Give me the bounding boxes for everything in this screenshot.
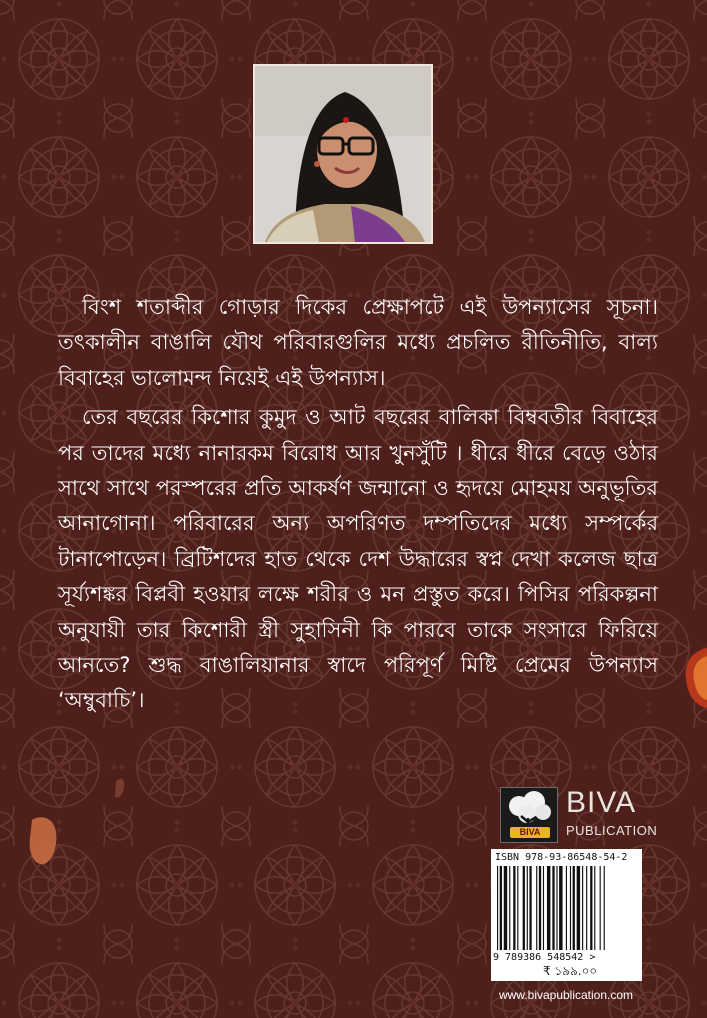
publisher-logo-badge: BIVA [510, 827, 550, 838]
isbn-number: ISBN 978-93-86548-54-2 [495, 852, 628, 863]
price-label: ₹ ১৯৯.০০ [543, 964, 598, 978]
blurb-paragraph-1: বিংশ শতাব্দীর গোড়ার দিকের প্রেক্ষাপটে এই উপন্যাসের সূচনা। তৎকালীন বাঙালি যৌথ পরিবারগুলির মধ্যে প্রচলিত রীতিনীতি, বাল্য বিবাহের ভালোমন্দ নিয়েই এই উপন্যাস। [58, 295, 658, 390]
publisher-name: BIVA [566, 786, 637, 819]
back-cover-blurb [58, 290, 658, 719]
barcode-icon [495, 866, 638, 952]
blurb-paragraph-2: তের বছরের কিশোর কুমুদ ও আট বছরের বালিকা বিম্ববতীর বিবাহের পর তাদের মধ্যে নানারকম বিরোধ আর খুনসুঁটি । ধীরে ধীরে বেড়ে ওঠার সাথে সাথে পরস্পরের প্রতি আকর্ষণ জন্মানো ও হৃদয়ে মোহময় অনুভূতির আনাগোনা। পরিবারের অন্য অপরিণত দম্পতিদের মধ্যে সম্পর্কের টানাপোড়েন। ব্রিটিশদের হাত থেকে দেশ উদ্ধারের স্বপ্ন দেখা কলেজ ছাত্র সূর্য্যশঙ্কর বিপ্লবী হওয়ার লক্ষে শরীর ও মন প্রস্তুত করে। পিসির পরিকল্পনা অনুযায়ী তার কিশোরী স্ত্রী সুহাসিনী কি পারবে তাকে সংসারে ফিরিয়ে আনতে? শুদ্ধ বাঙালিয়ানার স্বাদে পরিপূর্ণ মিষ্টি প্রেমের উপন্যাস ‘অম্বুবাচি’। [58, 405, 658, 713]
publisher-website-link[interactable]: www.bivapublication.com [498, 988, 634, 1002]
isbn-barcode-label [491, 849, 642, 981]
author-photo [253, 64, 433, 244]
publisher-logo [500, 786, 658, 843]
publisher-logo-emblem [500, 787, 558, 843]
barcode-digits: 9 789386 548542 > [493, 952, 596, 963]
author-portrait-illustration [255, 66, 431, 242]
publisher-subtitle: PUBLICATION [566, 823, 658, 838]
